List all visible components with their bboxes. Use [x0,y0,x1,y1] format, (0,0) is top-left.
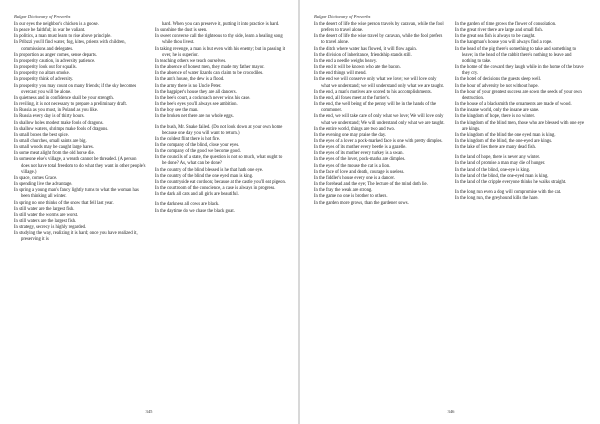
proverb-entry: In the ditch where water has flowed, it will flow again. [314,46,417,52]
proverb-entry: In small churches, small saints are big. [14,138,87,144]
proverb-entry: In the land of the blind, one-eye is king. [455,167,530,173]
proverb-entry: In the kingdom of the blind men, those who are blessed with one eye are kings. [455,120,585,132]
book-gutter [298,0,300,424]
proverb-entry: In small woods may be caught large hares. [14,145,94,151]
proverb-entry: In some meat alight from the old horse die. [14,151,95,157]
proverb-entry: In teaching others we teach ourselves. [155,58,227,64]
proverb-entry: hard. When you can preserve it, putting it into practice is hard. [162,22,280,27]
left-column-2 [155,22,287,244]
proverb-entry: In the great river there are large and small fish. [455,28,543,34]
proverb-entry: In the hour of your greatest success are sown the seeds of your own destruction. [455,89,582,101]
proverb-entry: In the long run, the greyhound kills the hare. [455,196,539,202]
proverb-entry: In prosperity think of adversity. [14,77,74,83]
proverb-entry: In the eyes of its mother every turkey is a swan. [314,151,404,157]
proverb-entry: In the end we will conserve only what we love; we will love only what we understand; we will understand only what we are taught. [314,77,445,89]
proverb-entry: In the country of the blind blessed is he that hath one eye. [155,167,264,173]
proverb-entry: In our eyes the neighbor's chicken is a goose. [14,22,99,27]
proverb-entry: In the house of a blacksmith the ornaments are made of wood. [455,102,572,108]
proverb-entry: In taking revenge, a man is but even with his enemy; but in passing it over, he is superior. [155,46,286,58]
proverb-entry: In space, comes Grace. [14,175,58,181]
proverb-entry: In the land of the blind, the one-eyed man is king. [455,173,549,179]
running-head-left: Bulgar Dictionary of Proverbs [14,14,71,19]
proverb-entry: In prosperity look out for squalls. [14,65,77,71]
proverb-entry: In Russia as you must, in Poland as you like. [14,108,98,114]
proverb-entry: In the lake of lies there are many dead fish. [455,145,536,151]
right-column-2 [455,22,587,207]
proverb-entry: In the end it will be known who ate the bacon. [314,65,401,71]
proverb-entry: In the darkness all cows are black. [155,202,220,208]
proverb-entry: In the land of hope, there is never any winter. [455,155,540,161]
proverb-entry: In the eyes of a lover a pock-marked face is one with pretty dimples. [314,138,443,144]
proverb-entry: In the bee's eyes you'll always see ambition. [155,102,238,108]
proverb-entry: In the councils of a state, the question is not so much, what ought to be done? As, what can be done? [155,155,283,167]
proverb-entry: In the country of the blind the one eyed man is king. [155,173,254,179]
proverb-entry: In the boy see the man. [155,108,199,114]
proverb-entry: In still water are the largest fish. [14,206,75,212]
proverb-entry: In the desert of life the wise person travels by caravan, while the fool prefers to travel alone. [314,22,444,34]
proverb-entry: In strategy, secrecy is highly regarded. [14,225,87,231]
proverb-entry: In shallow holes modest make fools of dragons. [14,120,104,126]
proverb-entry: In the garden of time grows the flower of consolation. [455,22,557,27]
proverb-entry: In studying the way, realizing it is hard; once you have realized it, preserving it is [14,231,138,243]
proverb-entry: In the insane world, only the insane are sane. [455,108,540,114]
proverb-entry: In still waters are the largest fish. [14,219,77,224]
proverb-entry: In the land of promise a man may die of hunger. [455,161,546,167]
proverb-entry: In the kingdom of hope, there is no winter. [455,114,535,120]
proverb-entry: In the division of inheritance, friendship stands still. [314,52,412,58]
proverb-entry: In the home of the coward they laugh while in the home of the brave they cry. [455,65,584,77]
right-page-columns [314,22,590,207]
right-column-1 [314,22,446,207]
proverb-entry: In the end, the well being of the penny will be in the hands of the commoner. [314,102,437,114]
proverb-entry: In the dark all cats and all girls are beautiful. [155,192,239,198]
proverb-entry: In the company of the blind, close your eyes. [155,142,240,148]
left-page [0,0,298,424]
proverb-entry: In the evening one may praise the day. [314,132,387,138]
proverb-entry: In the desert of life the wise travel by caravan, while the fool prefers to travel alone. [314,34,443,46]
proverb-entry: In the great sea fish is always to be caught. [455,34,536,40]
proverb-entry: In politics, a man must learn to rise above principle. [14,34,112,40]
proverb-entry: In the fray the weak are strong. [314,188,373,194]
proverb-entry: In the ant's house, the dew is a flood. [155,77,225,83]
left-column-1 [14,22,146,244]
proverb-entry: In the end things will mend. [314,71,367,77]
proverb-entry: In the bee's court, a cockroach never wins his case. [155,95,251,101]
proverb-entry: In the eyes of the lover, pock-marks are dimples. [314,157,406,163]
page-number-left: 345 [145,409,153,414]
proverb-entry: In the broken net there are no whole eggs. [155,114,234,120]
proverb-entry: In the land of the cripple everyone thinks he walks straight. [455,179,567,185]
proverb-entry: In the eyes of the mouse the cat is a lion. [314,163,391,169]
proverb-entry: In peace be faithful; in war be valiant. [14,28,86,34]
page-number-right: 346 [447,409,455,414]
proverb-entry: In the kingdom of the blind the one eyed man is king. [455,132,556,138]
left-page-columns [14,22,288,244]
proverb-entry: In sunshine the dust is seen. [155,28,208,34]
proverb-entry: In the army there is no Uncle Peter. [155,83,222,89]
proverb-entry: In the eyes of its mother every beetle is a gazelle. [314,145,407,151]
proverb-entry: In the end, we will take care of only what we love; We will love only what we understand; We will understand only what we are taught. [314,114,445,126]
proverb-entry: In the bush, Mr. Snake failed. (Do not look down at your own home because one day you will want to return.) [155,124,283,136]
proverb-entry: In the long run even a dog will compromise with the cat. [455,190,562,196]
running-head-right: Bulgar Dictionary of Proverbs [314,14,371,19]
proverb-entry: In Pribzzi you'll find water, fog, kites, priests with children, commissions and delegates. [14,40,126,52]
right-page [302,0,600,424]
proverb-entry: In quietness and in confidence shall be your strength. [14,95,114,101]
proverb-entry: In the garden more grows, than the gardener sows. [314,200,409,206]
proverb-entry: In the end, a man's motives are scored to his accomplishments. [314,89,432,95]
proverb-entry: In spring no one thinks of the snow that fell last year. [14,200,114,206]
proverb-entry: In prosperity caution, in adversity patience. [14,58,96,64]
proverb-entry: In small boxes the best spice. [14,132,69,138]
proverb-entry: In the forehead and the eye; The lecture of the mind doth lie. [314,182,428,188]
proverb-entry: In the hour of adversity be not without hope. [455,83,539,89]
proverb-entry: In prosperity no altars smoke. [14,71,70,77]
proverb-entry: In the daytime do we chase the black goat. [155,208,235,214]
proverb-entry: In the coldest flint there is hot fire. [155,136,221,142]
proverb-entry: In the end, all foxes meet at the furrier's. [314,95,390,101]
proverb-entry: In the head of the pig there's something to take and something to leave; in the head of the rabbit there's nothing to leave and nothing to take. [455,46,577,64]
proverb-entry: In the hotel of decisions the guests sleep well. [455,77,542,83]
proverb-entry: In reviling, it is not necessary to prepare a preliminary draft. [14,102,127,108]
proverb-entry: In the absence of water lizards can claim to be crocodiles. [155,71,264,77]
proverb-entry: In the bagpiper's house they are all dancers. [155,89,237,95]
proverb-entry: In sweet converse call the righteous to thy side, learn a healing song while thou livest. [155,34,283,46]
proverb-entry: In still water the worms are worst. [14,212,79,218]
proverb-entry: In the face of love and death, courage is useless. [314,169,405,175]
proverb-entry: In the hangman's house you will always find a rope. [455,40,553,46]
proverb-entry: In the entire world, things are two and two. [314,126,395,132]
proverb-entry: In spring a young man's fancy lightly turns to what the woman has been thinking all winter. [14,188,139,200]
proverb-entry: In the courtroom of the conscience, a case is always in progress. [155,186,276,192]
proverb-entry: In the absence of honest men, they made my father mayor. [155,65,265,71]
proverb-entry: In the game no one is brother to others. [314,194,388,200]
proverb-entry: In someone else's village, a wreath cannot be threaded. (A person does not have total freedom to do what they want in other people's village.) [14,157,146,175]
proverb-entry: In the fiddler's house every one is a dancer. [314,175,395,181]
proverb-entry: In the kingdom of the blind, the one-eyed are kings. [455,138,553,144]
proverb-entry: In Russia every day is of thirty hours. [14,114,85,120]
proverb-entry: In the company of the good we become good. [155,149,241,155]
proverb-entry: In the countryside eat cordoon; because at the castle you'll eat pigeon. [155,179,287,185]
proverb-entry: In shallow waters, shrimps make fools of dragons. [14,126,109,132]
proverb-entry: In spending live the advantage. [14,182,73,188]
proverb-entry: In prosperity you may count on many friends; if the sky becomes overcast you will be alone. [14,83,137,95]
proverb-entry: In proportion as anger comes, sense departs. [14,52,98,58]
proverb-entry: In the end a needle weighs heavy. [314,58,378,64]
